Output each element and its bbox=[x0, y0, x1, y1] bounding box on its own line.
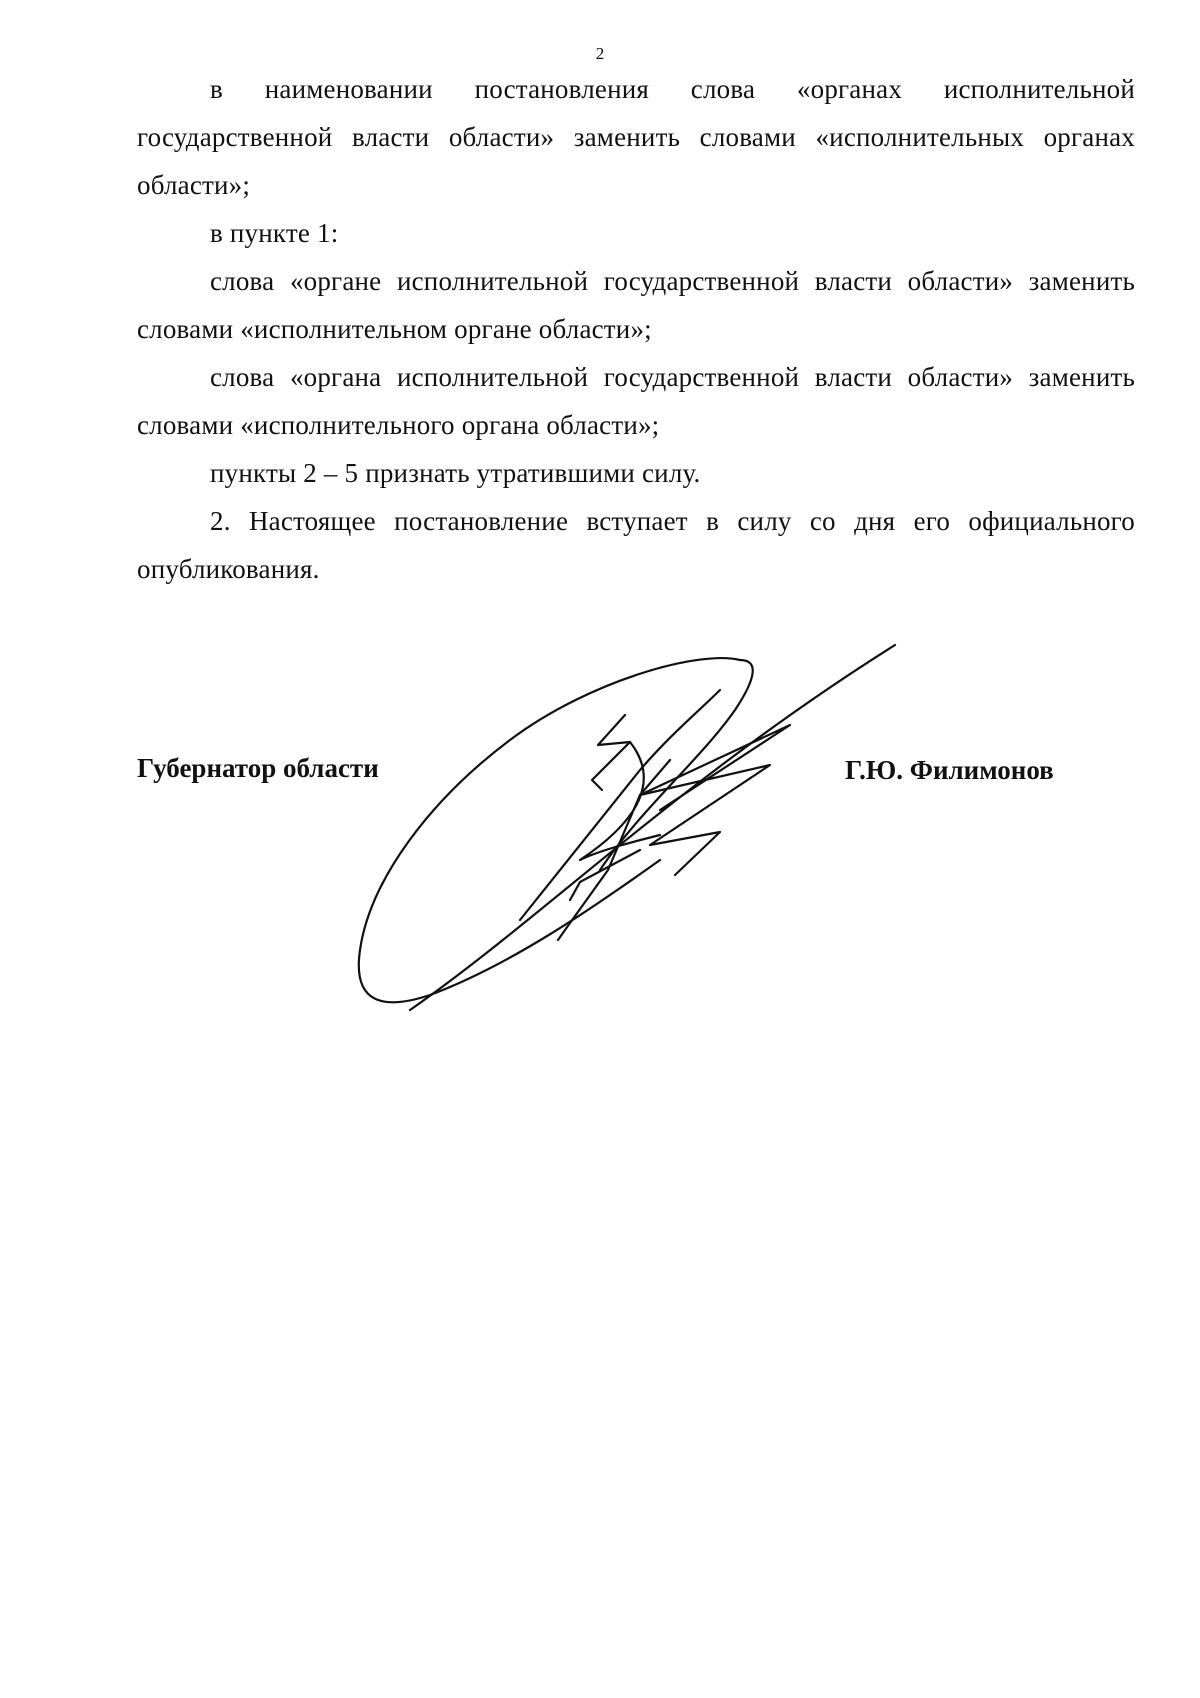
paragraph-title-amendment: в наименовании постановления слова «органах исполнительной государственной власти области» заменить словами «исполнительных органах области»; bbox=[137, 74, 1135, 200]
paragraph-word-replacement-1: слова «органе исполнительной государственной власти области» заменить словами «исполнительном органе области»; bbox=[137, 266, 1135, 344]
paragraph-entry-into-force: 2. Настоящее постановление вступает в силу со дня его официального опубликования. bbox=[137, 506, 1135, 584]
signer-position: Губернатор области bbox=[137, 753, 379, 783]
signer-name: Г.Ю. Филимонов bbox=[845, 755, 1054, 785]
paragraph-point-1-intro: в пункте 1: bbox=[210, 218, 339, 248]
handwritten-signature bbox=[340, 620, 900, 1020]
page-number: 2 bbox=[595, 44, 605, 63]
paragraph-word-replacement-2: слова «органа исполнительной государственной власти области» заменить словами «исполнительного органа области»; bbox=[137, 362, 1135, 440]
paragraph-points-repealed: пункты 2 – 5 признать утратившими силу. bbox=[210, 458, 701, 488]
